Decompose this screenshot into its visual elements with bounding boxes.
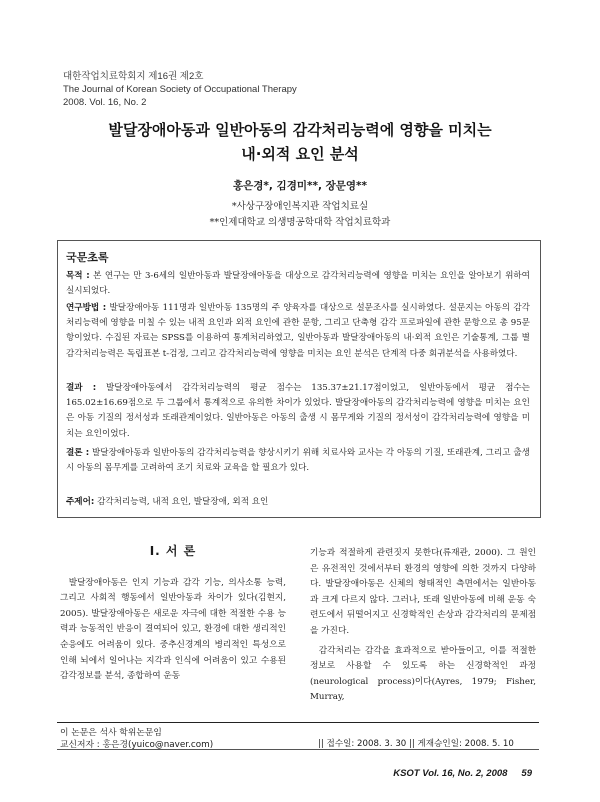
abstract-result: [66, 381, 530, 442]
author-list: 홍은경*, 김경미**, 장문영**: [232, 180, 368, 192]
footnote-bottom-rule: [57, 749, 539, 750]
journal-header-korean: 대한작업치료학회지 제16권 제2호: [63, 71, 204, 82]
abstract-keywords: [66, 495, 530, 510]
corresponding-author: 교신저자 : 홍은경(yuico@naver.com): [60, 740, 214, 750]
body-column-left: [60, 540, 286, 689]
journal-header: [63, 70, 297, 109]
conclusion-text: 발달장애아동과 일반아동의 감각처리능력을 향상시키기 위해 치료사와 교사는 각 아동의 기질, 또래관계, 그리고 출생 시 아동의 몸무게를 고려하여 조기 치료와 교육을 할 필요가 있다.: [66, 448, 530, 474]
paper-title: [40, 118, 560, 166]
conclusion-label: 결론 :: [66, 448, 90, 458]
paper-title-line2: 내·외적 요인 분석: [241, 145, 359, 163]
abstract-purpose: [66, 269, 530, 299]
method-label: 연구방법 :: [66, 303, 107, 313]
section-heading-introduction: Ⅰ. 서 론: [149, 544, 197, 558]
affiliation-1: *사상구장애인복지관 작업치료실: [231, 201, 369, 212]
thesis-note: 이 논문은 석사 학위논문임: [60, 728, 162, 738]
method-text: 발달장애아동 111명과 일반아동 135명의 주 양육자를 대상으로 설문조사를 실시하였다. 설문지는 아동의 감각처리능력에 영향을 미칠 수 있는 내적 요인과 외적 요인에 관한 문항, 그리고 단축형 감각 프로파일에 관한 문항으로 총 95문항이었다. 수집된 자료는 SPSS를 이용하여 통계처리하였고, 일반아동과 발달장애아동의 내·외적 요인은 기술통계, 그룹 별 감각처리능력은 독립표본 t-검정, 그리고 감각처리능력에 영향을 미치는 요인 분석은 단계적 다중 회귀분석을 사용하였다.: [66, 303, 530, 359]
keywords-label: 주제어:: [66, 497, 95, 507]
result-text: 발달장애아동에서 감각처리능력의 평균 점수는 135.37±21.17점이었고, 일반아동에서 평균 점수는 165.02±16.69점으로 두 그룹에서 통계적으로 유의한 차이가 있었다. 발달장애아동의 감각처리능력에 영향을 미치는 요인은 아동 기질의 정서성과 또래관계이었다. 일반아동은 아동의 출생 시 몸무게와 기질의 정서성이 감각처리능력에 영향을 미치는 요인이었다.: [66, 383, 530, 439]
affiliation-2: **인제대학교 의생명공학대학 작업치료학과: [209, 217, 391, 228]
footer-journal: KSOT Vol. 16, No. 2, 2008: [393, 768, 508, 779]
journal-header-english: The Journal of Korean Society of Occupational Therapy: [63, 84, 297, 95]
page-footer: [393, 768, 532, 779]
result-label: 결과 :: [66, 383, 97, 393]
abstract-method: [66, 301, 530, 362]
keywords-text: 감각처리능력, 내적 요인, 발달장애, 외적 요인: [94, 497, 269, 507]
footnote-top-rule: [57, 722, 539, 723]
abstract-box: [57, 240, 541, 518]
page-number: 59: [521, 768, 532, 779]
intro-paragraph-2: 감각처리는 감각을 효과적으로 받아들이고, 이를 적절한 정보로 사용할 수 있도록 하는 신경학적인 과정(neurological process)이다(Ayres, 1979; Fisher, Murray,: [310, 645, 536, 703]
intro-paragraph-1-continued: 기능과 적절하게 관련짓지 못한다(류재관, 2000). 그 원인은 유전적인 것에서부터 환경의 영향에 의한 것까지 다양하다. 발달장애아동은 신체의 형태적인 측면에서는 일반아동과 크게 다르지 않다. 그러나, 또래 일반아동에 비해 운동 숙련도에서 뒤떨어지고 신경학적인 손상과 감각처리의 문제점을 가진다.: [310, 548, 536, 636]
intro-paragraph-1: 발달장애아동은 인지 기능과 감각 기능, 의사소통 능력, 그리고 사회적 행동에서 일반아동과 차이가 있다(김현지, 2005). 발달장애아동은 새로운 자극에 대한 적절한 수용 능력과 능동적인 반응이 결여되어 있고, 환경에 대한 생리적인 순응에도 어려움이 있다. 중추신경계의 병리적인 특성으로 인해 뇌에서 일어나는 지각과 인식에 어려움이 있고 수용된 감각정보를 분석, 종합하여 운동: [60, 577, 286, 682]
paper-title-line1: 발달장애아동과 일반아동의 감각처리능력에 영향을 미치는: [108, 121, 492, 139]
purpose-text: 본 연구는 만 3-6세의 일반아동과 발달장애아동을 대상으로 감각처리능력에 영향을 미치는 요인을 알아보기 위하여 실시되었다.: [66, 271, 530, 297]
received-dates: || 접수일: 2008. 3. 30 || 게재승인일: 2008. 5. 10: [318, 739, 514, 749]
journal-header-volume: 2008. Vol. 16, No. 2: [63, 97, 147, 108]
purpose-label: 목적 :: [66, 271, 90, 281]
abstract-conclusion: [66, 446, 530, 476]
abstract-heading: 국문초록: [66, 251, 109, 264]
body-column-right: [310, 546, 536, 710]
